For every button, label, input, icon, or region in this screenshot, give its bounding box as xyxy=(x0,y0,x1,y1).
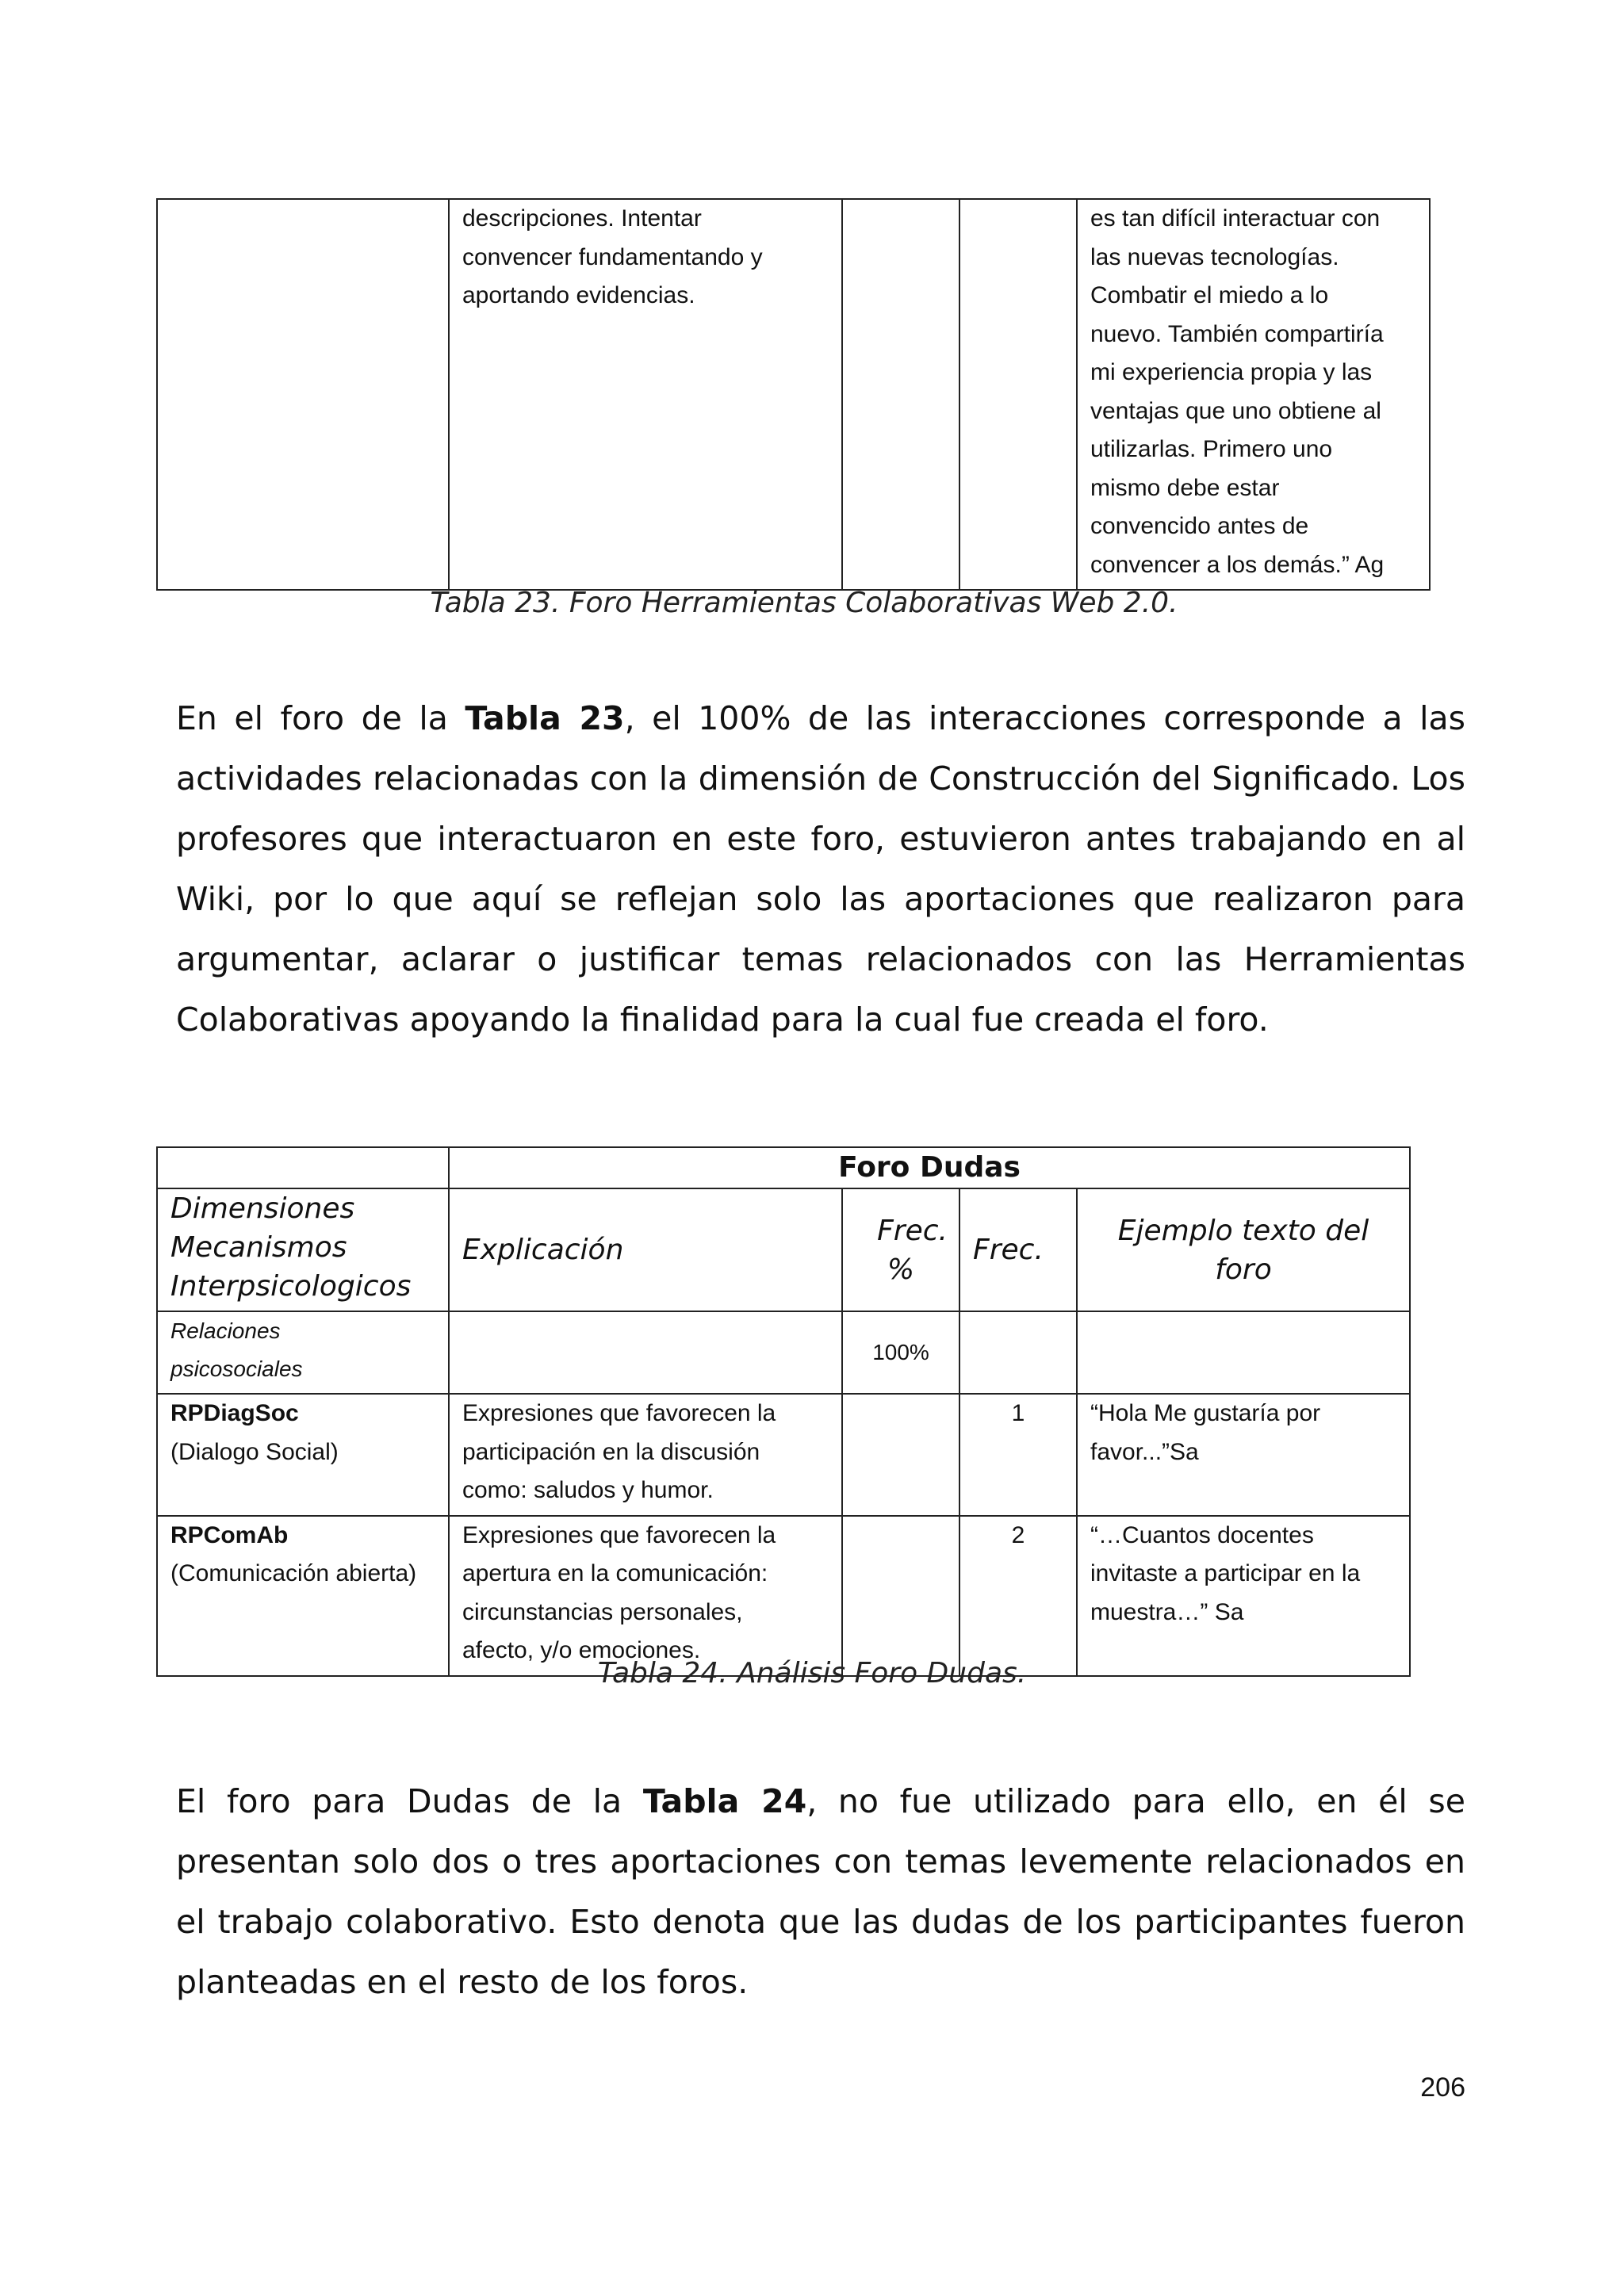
row-explicacion-cell xyxy=(449,1516,842,1676)
text-line: afecto, y/o emociones. xyxy=(462,1637,701,1663)
row-code: RPDiagSoc xyxy=(170,1400,299,1426)
header-frec xyxy=(959,1188,1077,1311)
row-frec-cell xyxy=(959,1394,1077,1516)
table-24 xyxy=(156,1146,1411,1677)
text-line: Expresiones que favorecen la xyxy=(462,1521,776,1548)
table-23 xyxy=(156,198,1431,591)
header-line: Mecanismos xyxy=(170,1231,347,1264)
table-23-explicacion-cell xyxy=(449,199,842,590)
row-ejemplo-cell xyxy=(1077,1516,1410,1676)
paragraph-text: En el foro de la xyxy=(176,699,465,737)
text-line: “Hola Me gustaría por xyxy=(1090,1400,1321,1426)
row-frec: 1 xyxy=(1011,1400,1025,1426)
paragraph-1 xyxy=(176,688,1465,1050)
table-row xyxy=(157,1188,1410,1311)
page-number: 206 xyxy=(1420,2072,1465,2103)
row-code-cell xyxy=(157,1394,449,1516)
table-24-corner-cell xyxy=(157,1147,449,1188)
paragraph-text: El foro para Dudas de la xyxy=(176,1782,643,1820)
text-line: circunstancias personales, xyxy=(462,1598,743,1625)
table-reference: Tabla 23 xyxy=(465,699,625,737)
text-line: convencido antes de xyxy=(1090,513,1309,539)
table-row xyxy=(157,1394,1410,1516)
text-line: nuevo. También compartiría xyxy=(1090,320,1384,347)
text-line: convencer fundamentando y xyxy=(462,243,763,270)
header-explicacion xyxy=(449,1188,842,1311)
row-ejemplo-cell xyxy=(1077,1394,1410,1516)
header-line: % xyxy=(887,1253,915,1286)
paragraph-text: , el 100% de las interacciones corresponde a las actividades relacionadas con la dimensión de Construcción del Significado. Los profesores que interactuaron en este foro, estuvieron antes trabajando en al Wiki, por lo que aquí se reflejan solo las aportaciones que realizaron para argumentar, aclarar o justificar temas relacionados con las Herramientas Colaborativas apoyando la finalidad para la cual fue creada el foro. xyxy=(176,699,1465,1039)
text-line: participación en la discusión xyxy=(462,1438,760,1465)
table-row xyxy=(157,1516,1410,1676)
category-line: psicosociales xyxy=(170,1357,303,1381)
header-line: Interpsicologicos xyxy=(170,1270,412,1303)
text-line: descripciones. Intentar xyxy=(462,205,702,232)
table-row xyxy=(157,1311,1410,1394)
category-frec-cell xyxy=(959,1311,1077,1394)
header-line: Explicación xyxy=(462,1234,624,1266)
text-line: utilizarlas. Primero uno xyxy=(1090,436,1333,462)
text-line: Expresiones que favorecen la xyxy=(462,1400,776,1426)
paragraph-2 xyxy=(176,1771,1465,2012)
table-23-ejemplo-cell xyxy=(1077,199,1430,590)
category-ejemplo-cell xyxy=(1077,1311,1410,1394)
table-23-frec-pct-cell xyxy=(842,199,959,590)
table-reference: Tabla 24 xyxy=(642,1782,807,1820)
header-frec-pct xyxy=(842,1188,959,1311)
text-line: es tan difícil interactuar con xyxy=(1090,205,1381,232)
header-line: Ejemplo texto del xyxy=(1117,1214,1369,1247)
header-dimensiones xyxy=(157,1188,449,1311)
row-code-cell xyxy=(157,1516,449,1676)
text-line: muestra…” Sa xyxy=(1090,1598,1244,1625)
text-line: las nuevas tecnologías. xyxy=(1090,243,1339,270)
row-frec-pct-cell xyxy=(842,1394,959,1516)
table-24-caption: Tabla 24. Análisis Foro Dudas. xyxy=(597,1657,1027,1689)
text-line: ventajas que uno obtiene al xyxy=(1090,397,1381,424)
row-explicacion-cell xyxy=(449,1394,842,1516)
text-line: Combatir el miedo a lo xyxy=(1090,282,1329,308)
header-line: Dimensiones xyxy=(170,1192,355,1225)
table-23-dimension-cell xyxy=(157,199,449,590)
table-row xyxy=(157,199,1430,590)
category-pct: 100% xyxy=(872,1340,929,1364)
category-pct-cell xyxy=(842,1311,959,1394)
text-line: convencer a los demás.” Ag xyxy=(1090,551,1385,578)
text-line: como: saludos y humor. xyxy=(462,1477,714,1503)
table-row xyxy=(157,1147,1410,1188)
table-23-caption: Tabla 23. Foro Herramientas Colaborativas Web 2.0. xyxy=(430,587,1178,619)
row-frec-cell xyxy=(959,1516,1077,1676)
text-line: aportando evidencias. xyxy=(462,282,695,308)
row-desc: (Dialogo Social) xyxy=(170,1438,339,1465)
text-line: favor...”Sa xyxy=(1090,1438,1199,1465)
category-explicacion-cell xyxy=(449,1311,842,1394)
category-line: Relaciones xyxy=(170,1318,281,1343)
header-line: foro xyxy=(1215,1253,1272,1286)
text-line: mismo debe estar xyxy=(1090,474,1280,501)
header-line: Frec. xyxy=(973,1234,1044,1266)
header-line: Frec. xyxy=(877,1214,948,1247)
header-ejemplo xyxy=(1077,1188,1410,1311)
row-frec-pct-cell xyxy=(842,1516,959,1676)
text-line: invitaste a participar en la xyxy=(1090,1560,1361,1586)
text-line: mi experiencia propia y las xyxy=(1090,359,1373,385)
text-line: apertura en la comunicación: xyxy=(462,1560,768,1586)
paragraph-text: , no fue utilizado para ello, en él se presentan solo dos o tres aportaciones con temas levemente relacionados en el trabajo colaborativo. Esto denota que las dudas de los participantes fueron planteadas en el resto de los foros. xyxy=(176,1782,1465,2001)
table-23-frec-cell xyxy=(959,199,1077,590)
row-code: RPComAb xyxy=(170,1521,289,1548)
table-24-title: Foro Dudas xyxy=(449,1147,1410,1188)
row-frec: 2 xyxy=(1011,1521,1025,1548)
row-desc: (Comunicación abierta) xyxy=(170,1560,417,1586)
category-cell xyxy=(157,1311,449,1394)
text-line: “…Cuantos docentes xyxy=(1090,1521,1314,1548)
